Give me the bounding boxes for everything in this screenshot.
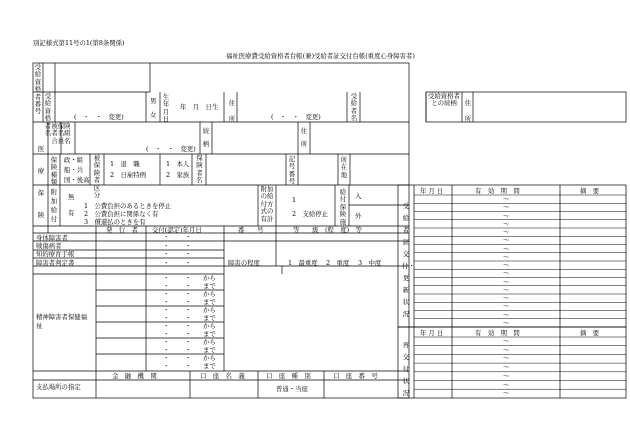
cert-summary-header: 摘 要 <box>580 187 600 195</box>
date-header: 交付(認定)年月日 <box>152 226 202 234</box>
honnin-2: 2 家族 <box>166 171 190 179</box>
location-label: 所在地 <box>340 156 348 179</box>
date-dot: ・ <box>185 290 192 298</box>
insurance-group-label: 医療保険 <box>37 145 45 219</box>
to-label: まで <box>203 362 216 370</box>
to-label: まで <box>203 298 216 306</box>
pay-out: 外 <box>355 212 362 220</box>
reissue-label: 再交付状況 <box>402 341 410 397</box>
degree-2: 2 重度 <box>326 259 350 267</box>
date-dot: ・ <box>163 290 170 298</box>
form-number: 別記様式第11号の1(第8条関係) <box>33 39 125 47</box>
bank-label: 支払場所の指定 <box>36 383 81 391</box>
date-dot: ・ <box>185 274 192 282</box>
cert-period-header: 有 効 期 間 <box>475 187 520 195</box>
handicap-row-2: 戦傷病者 <box>36 242 62 250</box>
address2-label: 住所 <box>464 99 472 123</box>
date-dot: ・ <box>185 314 192 322</box>
method-label: 附加の給付方式の有計 <box>260 185 274 223</box>
kubun-label: 被保険者区分 <box>93 154 101 200</box>
date-dot: ・ <box>163 298 170 306</box>
period-dash: 〜 <box>503 354 510 363</box>
to-label: まで <box>203 346 216 354</box>
supplement-none: 無 <box>68 193 75 201</box>
period-dash: 〜 <box>503 236 510 245</box>
method-item-2: 2 支給停止 <box>292 210 329 218</box>
date-dot: ・ <box>185 338 192 346</box>
period-dash: 〜 <box>503 228 510 236</box>
date-dot: ・ <box>185 250 192 258</box>
date-dot: ・ <box>163 322 170 330</box>
period-dash: 〜 <box>503 219 510 228</box>
date-dot: ・ <box>185 306 192 314</box>
from-label: から <box>203 338 216 346</box>
date-dot: ・ <box>185 322 192 330</box>
account-type-header: 口 座 種 別 <box>266 372 311 380</box>
period-dash: 〜 <box>503 302 510 311</box>
insurance-relation-label: 続柄 <box>202 127 210 148</box>
birth-value: 年 月 日生 <box>180 103 219 111</box>
account-no-header: 口 座 番 号 <box>333 372 378 380</box>
from-label: から <box>203 274 216 282</box>
degree-1: 1 最重度 <box>288 259 318 267</box>
pay-in: 入 <box>355 192 362 200</box>
date-dot: ・ <box>163 330 170 338</box>
period-dash: 〜 <box>503 310 510 319</box>
recipient-qualified-label: 受給資格者番号 <box>34 63 42 116</box>
period-dash: 〜 <box>503 363 510 372</box>
date-dot: ・ <box>163 346 170 354</box>
date-dot: ・ <box>185 282 192 290</box>
insurance-kind-label: 保険種類 <box>50 156 58 187</box>
period-dash: 〜 <box>503 318 510 327</box>
period-dash: 〜 <box>503 380 510 389</box>
kubun-item-2: 2 日雇特例 <box>110 171 147 179</box>
reissue-summary-header: 摘 要 <box>580 329 600 337</box>
date-dot: ・ <box>185 233 192 241</box>
cert-date-header: 年 月 日 <box>420 187 444 195</box>
recipient-name-label: 受給資格者名 <box>44 92 52 138</box>
reissue-period-header: 有 効 期 間 <box>475 329 520 337</box>
date-dot: ・ <box>163 362 170 370</box>
date-dot: ・ <box>163 259 170 267</box>
period-dash: 〜 <box>503 261 510 269</box>
date-dot: ・ <box>163 354 170 362</box>
date-dot: ・ <box>185 354 192 362</box>
honnin-1: 1 本人 <box>166 160 190 168</box>
degree-3: 3 中度 <box>358 259 382 267</box>
degree-label: 障害の程度 <box>228 259 260 267</box>
date-change-1: ( ・ ・ 変更) <box>74 113 124 121</box>
sex-male: 男 <box>150 97 157 105</box>
date-dot: ・ <box>163 338 170 346</box>
date-dot: ・ <box>185 298 192 306</box>
pay-method-label: 給付保険施 <box>339 188 347 226</box>
date-dot: ・ <box>185 330 192 338</box>
date-dot: ・ <box>185 259 192 267</box>
from-label: から <box>203 290 216 298</box>
right-table-row-lines <box>414 195 626 389</box>
supplement-label: 附加給付 <box>50 188 58 223</box>
period-dash: 〜 <box>503 203 510 212</box>
form-title: 福祉医療費受給資格者台帳(兼)受給者証交付台帳(重度心身障害者) <box>226 52 415 60</box>
to-label: まで <box>203 314 216 322</box>
period-dash: 〜 <box>503 195 510 203</box>
period-dash: 〜 <box>503 389 510 398</box>
period-dash: 〜 <box>503 345 510 354</box>
relation-label: 受給資格者との続柄 <box>428 92 460 108</box>
supplement-item-2: 2 公費負担に関係なく有 <box>84 210 159 218</box>
period-dash: 〜 <box>503 294 510 302</box>
date-dot: ・ <box>163 306 170 314</box>
from-label: から <box>203 306 216 314</box>
date-dot: ・ <box>185 362 192 370</box>
date-dot: ・ <box>185 346 192 354</box>
certificate-label: 受給者証交付・更新状況 <box>402 202 415 318</box>
supplement-item-3: 3 償還払のときを有 <box>84 218 146 226</box>
account-name-header: 口 座 名 義 <box>200 372 245 380</box>
supplement-item-1: 1 公費負担のあるときを停止 <box>84 202 172 210</box>
insurance-address-label: 住所 <box>300 127 308 148</box>
date-dot: ・ <box>163 250 170 258</box>
handicap-row-3: 知的療育手帳 <box>36 250 75 258</box>
date-dot: ・ <box>163 274 170 282</box>
to-label: まで <box>203 330 216 338</box>
kind-item-2: 船・共 <box>64 166 84 174</box>
person-recipient-label: 受給者名 <box>350 92 358 123</box>
method-item-1: 1 <box>292 196 297 204</box>
date-dot: ・ <box>163 282 170 290</box>
period-dash: 〜 <box>503 285 510 294</box>
kind-item-3: 国・後高 <box>64 176 90 184</box>
from-label: から <box>203 322 216 330</box>
grade-header: 等 級 (程 度) 等 <box>293 226 362 234</box>
kubun-item-1: 1 退 職 <box>110 160 140 168</box>
address-label: 住 所 <box>228 99 248 123</box>
reissue-date-header: 年 月 日 <box>420 329 444 337</box>
period-dash: 〜 <box>503 371 510 380</box>
sex-female: 女 <box>150 111 157 119</box>
period-dash: 〜 <box>503 252 510 261</box>
date-dot: ・ <box>163 314 170 322</box>
birth-label: 生年月日 <box>162 93 170 124</box>
insurer-label: 保険者名 <box>196 154 203 185</box>
period-dash: 〜 <box>503 244 510 253</box>
supplement-yes: 有 <box>68 209 75 217</box>
handicap-row-4: 障害者判定書 <box>36 259 75 267</box>
period-dash: 〜 <box>503 337 510 345</box>
period-dash: 〜 <box>503 277 510 286</box>
date-dot: ・ <box>163 242 170 250</box>
mental-label: 精神障害者保健福祉 <box>36 313 88 330</box>
date-change-2: ( ・ ・ 変更) <box>271 113 321 121</box>
handicap-row-1: 身体障害者 <box>36 234 68 242</box>
date-dot: ・ <box>163 233 170 241</box>
insured-name-label: 被保険者名組合員名 <box>51 122 71 145</box>
date-change-3: ( ・ ・ 変更) <box>146 145 196 153</box>
account-kinds: 普通・当座 <box>276 385 308 393</box>
symbol-label: 記号番号 <box>288 155 296 186</box>
period-dash: 〜 <box>503 211 510 220</box>
period-dash: 〜 <box>503 269 510 278</box>
from-label: から <box>203 354 216 362</box>
date-dot: ・ <box>185 242 192 250</box>
number-header: 番 号 <box>238 226 264 234</box>
bank-name-header: 金 融 機 関 <box>112 372 157 380</box>
kind-item-1: 政・組 <box>64 156 84 164</box>
issuer-header: 発 行 者 <box>106 226 138 234</box>
to-label: まで <box>203 282 216 290</box>
